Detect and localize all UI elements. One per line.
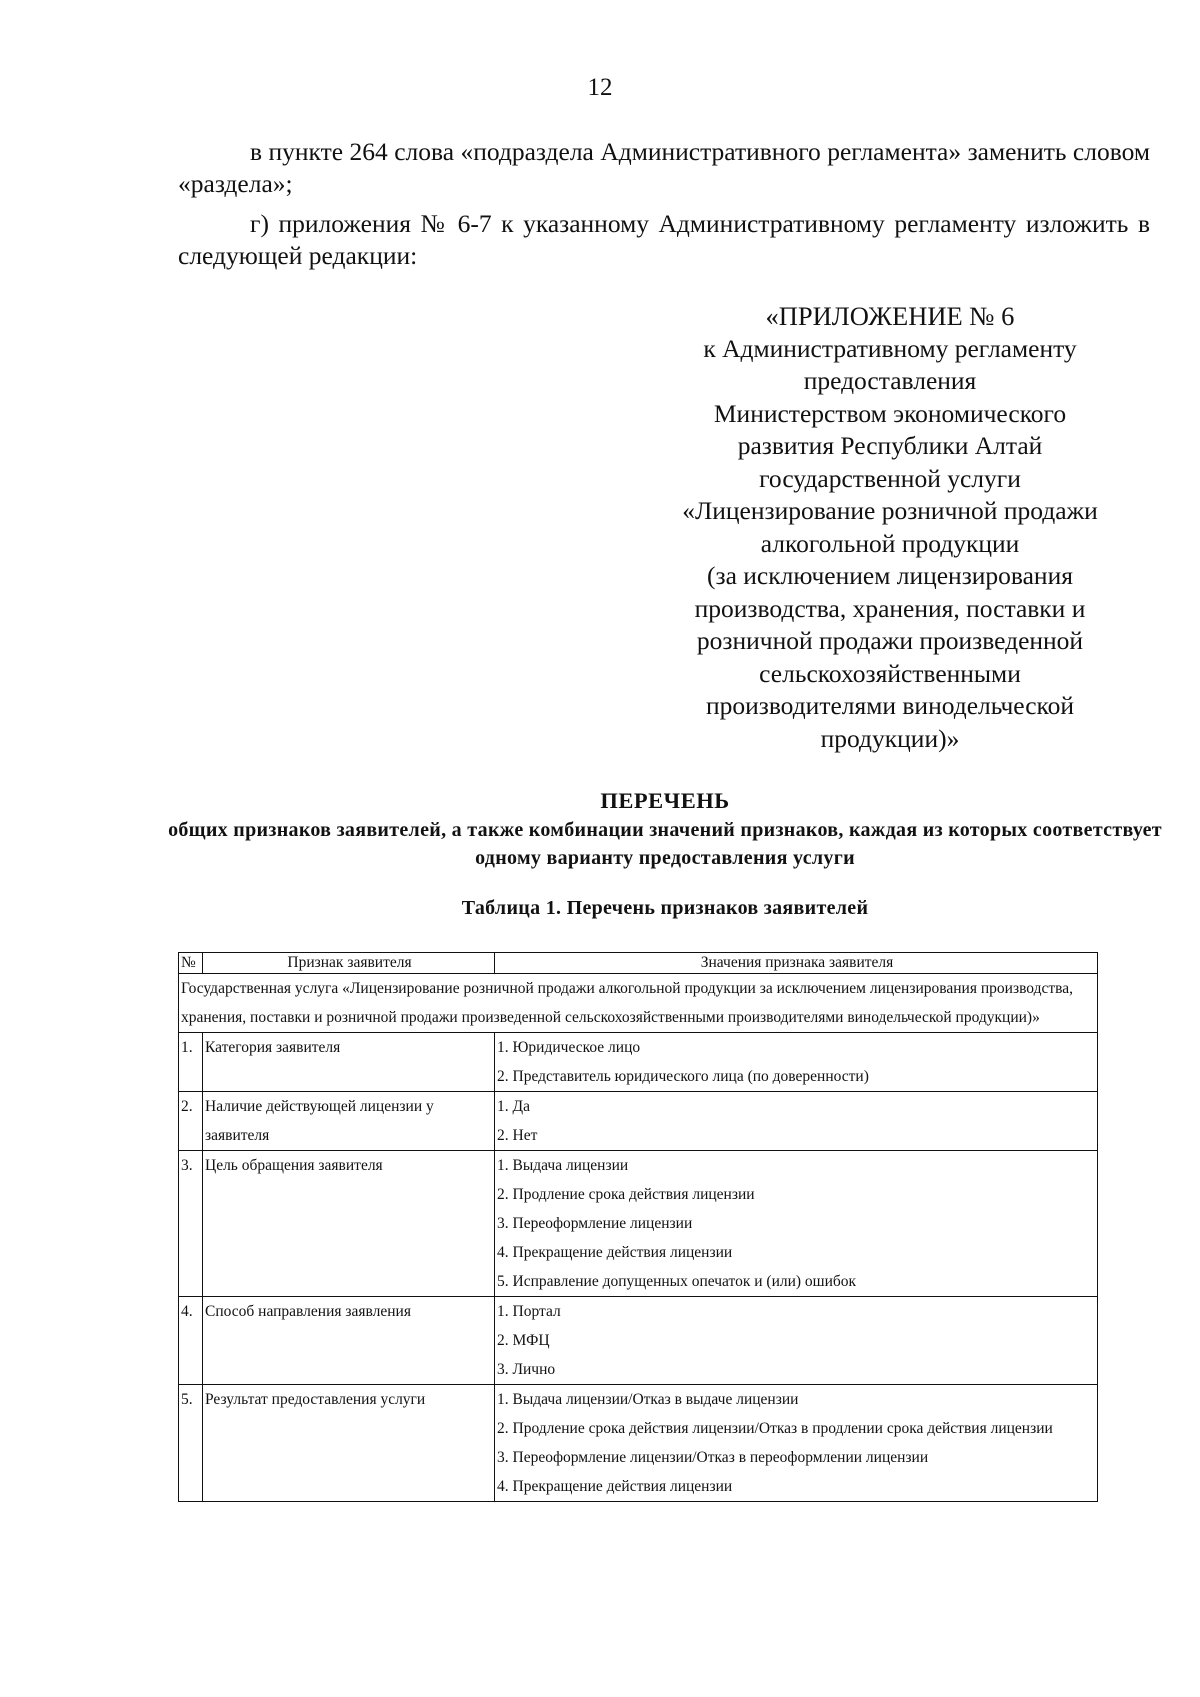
table-row — [179, 1151, 1098, 1297]
row-sign: Категория заявителя — [203, 1033, 495, 1092]
appendix-line: развития Республики Алтай — [737, 431, 1043, 460]
service-cell: Государственная услуга «Лицензирование розничной продажи алкогольной продукции за исключением лицензирования производства, хранения, поставки и розничной продажи произведенной сельскохозяйственными производителями винодельческой продукции)» — [179, 974, 1098, 1033]
value-item: 2. Нет — [497, 1127, 538, 1144]
row-values — [495, 1033, 1098, 1092]
value-item: 4. Прекращение действия лицензии — [497, 1244, 733, 1261]
appendix-line: (за исключением лицензирования — [707, 561, 1073, 590]
appendix-header — [640, 300, 1140, 755]
intro-text — [178, 136, 1150, 272]
appendix-line: государственной услуги — [759, 463, 1021, 493]
row-sign: Результат предоставления услуги — [203, 1385, 495, 1502]
table-row — [179, 1297, 1098, 1385]
list-subtitle: общих признаков заявителей, а также комбинации значений признаков, каждая из которых соответствует одному варианту предоставления услуги — [168, 819, 1162, 869]
row-sign: Цель обращения заявителя — [203, 1151, 495, 1297]
page-number: 12 — [587, 74, 613, 101]
value-item: 2. МФЦ — [497, 1332, 550, 1349]
appendix-line: продукции)» — [820, 723, 960, 753]
value-item: 1. Выдача лицензии/Отказ в выдаче лицензии — [497, 1391, 799, 1408]
value-item: 3. Лично — [497, 1361, 556, 1378]
appendix-line: алкогольной продукции — [760, 528, 1020, 558]
value-item: 2. Представитель юридического лица (по доверенности) — [497, 1068, 869, 1085]
table-row — [179, 1385, 1098, 1502]
value-item: 3. Переоформление лицензии/Отказ в переоформлении лицензии — [497, 1449, 929, 1466]
value-item: 2. Продление срока действия лицензии — [497, 1186, 755, 1203]
appendix-line: производителями винодельческой — [705, 691, 1075, 720]
value-item: 3. Переоформление лицензии — [497, 1215, 693, 1232]
value-item: 1. Портал — [497, 1303, 561, 1320]
row-num: 1. — [179, 1033, 203, 1092]
row-sign: Наличие действующей лицензии у заявителя — [203, 1092, 495, 1151]
appendix-line: «ПРИЛОЖЕНИЕ № 6 — [765, 301, 1015, 331]
intro-paragraph: г) приложения № 6-7 к указанному Административному регламенту изложить в следующей редакции: — [178, 209, 1150, 270]
value-item: 2. Продление срока действия лицензии/Отказ в продлении срока действия лицензии — [497, 1420, 1053, 1437]
appendix-line: «Лицензирование розничной продажи — [682, 496, 1098, 525]
table-caption: Таблица 1. Перечень признаков заявителей — [461, 897, 869, 919]
appendix-line: Министерством экономического — [713, 398, 1067, 428]
row-values — [495, 1385, 1098, 1502]
value-item: 1. Юридическое лицо — [497, 1039, 641, 1056]
service-row — [179, 974, 1098, 1033]
applicant-signs-table — [178, 952, 1098, 1502]
table-row — [179, 1092, 1098, 1151]
row-num: 2. — [179, 1092, 203, 1151]
value-item: 5. Исправление допущенных опечаток и (или) ошибок — [497, 1273, 857, 1290]
header-values: Значения признака заявителя — [495, 953, 1098, 974]
row-num: 4. — [179, 1297, 203, 1385]
header-num: № — [179, 953, 203, 974]
intro-paragraph: в пункте 264 слова «подраздела Административного регламента» заменить словом «раздела»; — [178, 137, 1150, 198]
table-row — [179, 1033, 1098, 1092]
appendix-line: производства, хранения, поставки и — [694, 593, 1086, 623]
row-sign: Способ направления заявления — [203, 1297, 495, 1385]
appendix-line: розничной продажи произведенной — [696, 626, 1084, 655]
row-num: 3. — [179, 1151, 203, 1297]
table-header-row — [179, 953, 1098, 974]
appendix-line: предоставления — [803, 366, 977, 395]
row-values — [495, 1092, 1098, 1151]
appendix-line: к Административному регламенту — [703, 333, 1077, 363]
header-sign: Признак заявителя — [203, 953, 495, 974]
value-item: 1. Да — [497, 1098, 530, 1115]
value-item: 1. Выдача лицензии — [497, 1157, 629, 1174]
value-item: 4. Прекращение действия лицензии — [497, 1478, 733, 1495]
row-values — [495, 1151, 1098, 1297]
row-num: 5. — [179, 1385, 203, 1502]
row-values — [495, 1297, 1098, 1385]
list-title: ПЕРЕЧЕНЬ — [600, 788, 730, 813]
appendix-line: сельскохозяйственными — [759, 658, 1021, 688]
list-heading — [160, 786, 1170, 872]
